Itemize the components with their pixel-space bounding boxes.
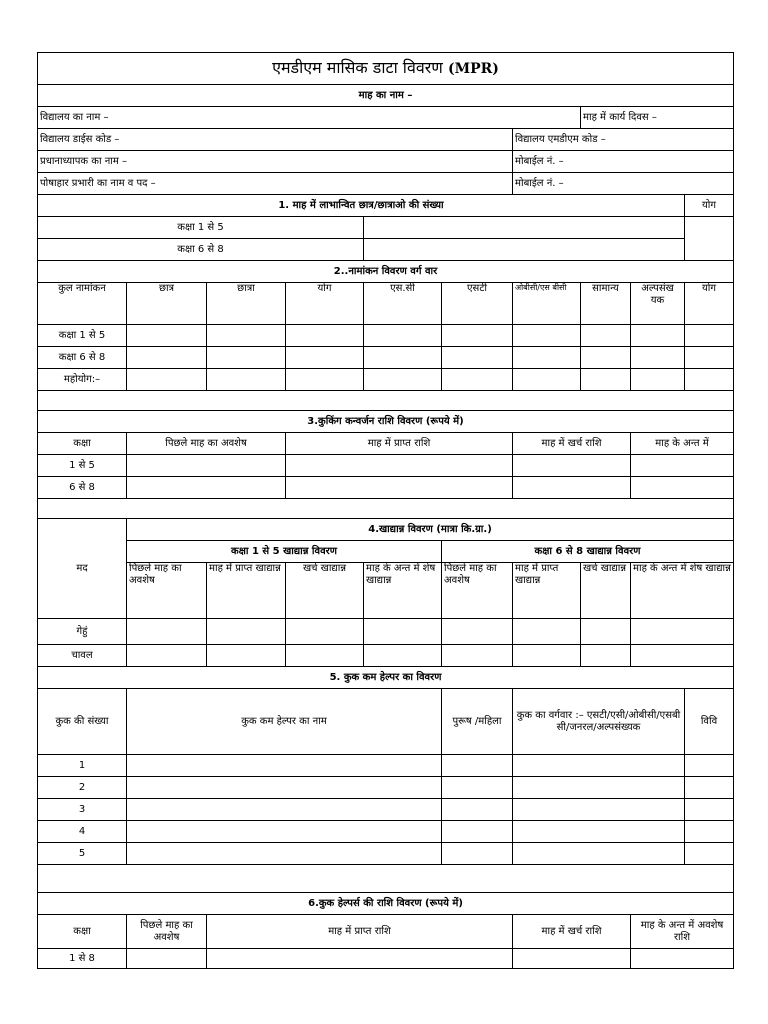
sec2-cell[interactable] xyxy=(685,325,734,347)
sec2-cell[interactable] xyxy=(631,347,685,369)
sec4-cell[interactable] xyxy=(286,619,364,645)
sec4-cell[interactable] xyxy=(207,619,286,645)
sec4-cell[interactable] xyxy=(631,645,734,667)
sec3-row-label: 6 से 8 xyxy=(38,477,127,499)
sec5-cell[interactable] xyxy=(127,777,442,799)
sec5-cell[interactable] xyxy=(442,799,513,821)
school-name-field[interactable]: विद्यालय का नाम – xyxy=(38,107,581,129)
sec2-cell[interactable] xyxy=(364,325,442,347)
sec2-cell[interactable] xyxy=(127,347,207,369)
working-days-field[interactable]: माह में कार्य दिवस – xyxy=(581,107,734,129)
sec5-cell[interactable] xyxy=(127,821,442,843)
sec4-subheader: खर्च खाद्यान्न xyxy=(286,563,364,619)
form-title xyxy=(38,53,734,85)
sec3-cell[interactable] xyxy=(286,455,513,477)
sec2-header: एस.सी xyxy=(364,283,442,325)
sec2-cell[interactable] xyxy=(513,325,581,347)
sec5-header: कुक की संख्या xyxy=(38,689,127,755)
sec1-heading: 1. माह में लाभान्वित छात्र/छात्राओ की संख्या xyxy=(38,195,685,217)
sec2-header: अल्पसंख यक xyxy=(631,283,685,325)
sec2-cell[interactable] xyxy=(631,325,685,347)
sec6-cell[interactable] xyxy=(631,949,734,969)
sec3-cell[interactable] xyxy=(631,477,734,499)
sec2-cell[interactable] xyxy=(207,347,286,369)
sec5-row-number: 1 xyxy=(38,755,127,777)
sec3-header: पिछले माह का अवशेष xyxy=(127,433,286,455)
spacer-row xyxy=(38,499,734,519)
headmaster-name-field[interactable]: प्रधानाध्यापक का नाम – xyxy=(38,151,513,173)
sec5-row-number: 4 xyxy=(38,821,127,843)
sec4-group1-header: कक्षा 1 से 5 खाद्यान्न विवरण xyxy=(127,541,442,563)
sec5-row-number: 3 xyxy=(38,799,127,821)
sec4-row-label: चावल xyxy=(38,645,127,667)
sec3-header: माह में प्राप्त राशि xyxy=(286,433,513,455)
sec2-cell[interactable] xyxy=(581,325,631,347)
sec3-header: कक्षा xyxy=(38,433,127,455)
sec5-header: कुक का वर्गवार :– एसटी/एसी/ओबीसी/एसबी सी/जनरल/अल्पसंख्यक xyxy=(513,689,685,755)
dise-code-field[interactable]: विद्यालय डाईस कोड – xyxy=(38,129,513,151)
sec6-header: कक्षा xyxy=(38,915,127,949)
sec5-cell[interactable] xyxy=(513,821,685,843)
sec2-cell[interactable] xyxy=(286,369,364,391)
sec2-header: कुल नामांकन xyxy=(38,283,127,325)
sec4-cell[interactable] xyxy=(127,645,207,667)
sec4-cell[interactable] xyxy=(513,645,581,667)
sec6-header: माह में खर्च राशि xyxy=(513,915,631,949)
sec2-header: छात्र xyxy=(127,283,207,325)
sec4-cell[interactable] xyxy=(127,619,207,645)
sec2-cell[interactable] xyxy=(127,369,207,391)
sec2-header: सामान्य xyxy=(581,283,631,325)
sec5-cell[interactable] xyxy=(127,843,442,865)
sec5-cell[interactable] xyxy=(127,755,442,777)
sec1-cell[interactable] xyxy=(364,239,685,261)
sec2-row-label: महोयोग:– xyxy=(38,369,127,391)
sec3-cell[interactable] xyxy=(513,477,631,499)
mpr-form xyxy=(37,52,734,969)
sec6-cell[interactable] xyxy=(207,949,513,969)
spacer-row xyxy=(38,865,734,893)
sec2-cell[interactable] xyxy=(631,369,685,391)
sec6-cell[interactable] xyxy=(127,949,207,969)
sec2-header: योग xyxy=(286,283,364,325)
sec5-cell[interactable] xyxy=(685,821,734,843)
sec2-header: योग xyxy=(685,283,734,325)
sec4-subheader: माह में प्राप्त खाद्यान्न xyxy=(513,563,581,619)
sec4-subheader: माह के अन्त में शेष खाद्यान्न xyxy=(364,563,442,619)
sec4-row-label: गेहुं xyxy=(38,619,127,645)
sec2-cell[interactable] xyxy=(442,347,513,369)
sec5-cell[interactable] xyxy=(127,799,442,821)
sec6-heading: 6.कुक हेल्पर्स की राशि विवरण (रूपये में) xyxy=(38,893,734,915)
sec5-cell[interactable] xyxy=(442,843,513,865)
sec5-cell[interactable] xyxy=(442,777,513,799)
spacer-row xyxy=(38,391,734,411)
sec4-subheader: खर्च खाद्यान्न xyxy=(581,563,631,619)
sec6-row-label: 1 से 8 xyxy=(38,949,127,969)
sec2-cell[interactable] xyxy=(581,369,631,391)
sec2-cell[interactable] xyxy=(286,325,364,347)
sec5-row-number: 2 xyxy=(38,777,127,799)
incharge-mobile-field[interactable]: मोबाईल नं. – xyxy=(513,173,734,195)
sec4-cell[interactable] xyxy=(581,645,631,667)
sec5-header: कुक कम हेल्पर का नाम xyxy=(127,689,442,755)
sec3-cell[interactable] xyxy=(127,477,286,499)
sec2-cell[interactable] xyxy=(442,325,513,347)
month-name-field[interactable]: माह का नाम – xyxy=(38,85,734,107)
headmaster-mobile-field[interactable]: मोबाईल नं. – xyxy=(513,151,734,173)
sec4-cell[interactable] xyxy=(207,645,286,667)
mdm-code-field[interactable]: विद्यालय एमडीएम कोड – xyxy=(513,129,734,151)
sec2-cell[interactable] xyxy=(581,347,631,369)
sec4-cell[interactable] xyxy=(364,619,442,645)
sec2-cell[interactable] xyxy=(286,347,364,369)
sec1-total-header: योग xyxy=(685,195,734,217)
sec1-row-label: कक्षा 6 से 8 xyxy=(38,239,364,261)
sec3-cell[interactable] xyxy=(513,455,631,477)
sec3-cell[interactable] xyxy=(127,455,286,477)
sec4-item-header: मद xyxy=(38,519,127,619)
sec5-row-number: 5 xyxy=(38,843,127,865)
sec3-heading: 3.कुकिंग कन्वर्जन राशि विवरण (रूपये में) xyxy=(38,411,734,433)
sec2-cell[interactable] xyxy=(685,347,734,369)
sec5-cell[interactable] xyxy=(513,843,685,865)
sec3-cell[interactable] xyxy=(286,477,513,499)
sec2-cell[interactable] xyxy=(364,347,442,369)
sec4-cell[interactable] xyxy=(364,645,442,667)
sec3-header: माह के अन्त में xyxy=(631,433,734,455)
sec2-cell[interactable] xyxy=(127,325,207,347)
sec5-cell[interactable] xyxy=(513,777,685,799)
sec5-cell[interactable] xyxy=(442,755,513,777)
sec4-subheader: पिछले माह का अवशेष xyxy=(442,563,513,619)
sec5-header: विवि xyxy=(685,689,734,755)
poshahar-incharge-field[interactable]: पोषाहार प्रभारी का नाम व पद – xyxy=(38,173,513,195)
sec6-cell[interactable] xyxy=(513,949,631,969)
sec2-heading: 2..नामांकन विवरण वर्ग वार xyxy=(38,261,734,283)
sec2-cell[interactable] xyxy=(207,325,286,347)
sec1-total-cell[interactable] xyxy=(685,217,734,261)
sec3-cell[interactable] xyxy=(631,455,734,477)
sec2-cell[interactable] xyxy=(685,369,734,391)
sec2-cell[interactable] xyxy=(442,369,513,391)
sec4-subheader: माह के अन्त में शेष खाद्यान्न xyxy=(631,563,734,619)
sec2-cell[interactable] xyxy=(513,369,581,391)
sec2-cell[interactable] xyxy=(207,369,286,391)
title-abbr: (MPR) xyxy=(447,61,499,78)
title-hindi: एमडीएम मासिक डाटा विवरण xyxy=(272,58,443,78)
sec4-cell[interactable] xyxy=(581,619,631,645)
sec2-header: एसटी xyxy=(442,283,513,325)
sec2-header: ओबीसी/एस बीसी xyxy=(513,283,581,325)
sec2-row-label: कक्षा 1 से 5 xyxy=(38,325,127,347)
sec1-cell[interactable] xyxy=(364,217,685,239)
sec5-cell[interactable] xyxy=(442,821,513,843)
sec4-heading: 4.खाद्यान्न विवरण (मात्रा कि.ग्रा.) xyxy=(127,519,734,541)
sec4-cell[interactable] xyxy=(631,619,734,645)
sec2-cell[interactable] xyxy=(513,347,581,369)
sec6-header: पिछले माह का अवशेष xyxy=(127,915,207,949)
sec1-row-label: कक्षा 1 से 5 xyxy=(38,217,364,239)
sec5-cell[interactable] xyxy=(685,777,734,799)
sec5-cell[interactable] xyxy=(685,843,734,865)
sec4-cell[interactable] xyxy=(442,619,513,645)
sec5-cell[interactable] xyxy=(513,755,685,777)
sec4-subheader: माह में प्राप्त खाद्यान्न xyxy=(207,563,286,619)
sec2-header: छात्रा xyxy=(207,283,286,325)
sec4-cell[interactable] xyxy=(513,619,581,645)
sec4-cell[interactable] xyxy=(286,645,364,667)
sec3-row-label: 1 से 5 xyxy=(38,455,127,477)
sec4-cell[interactable] xyxy=(442,645,513,667)
sec2-row-label: कक्षा 6 से 8 xyxy=(38,347,127,369)
sec3-header: माह में खर्च राशि xyxy=(513,433,631,455)
sec4-group2-header: कक्षा 6 से 8 खाद्यान्न विवरण xyxy=(442,541,734,563)
sec2-cell[interactable] xyxy=(364,369,442,391)
sec5-header: पुरूष /महिला xyxy=(442,689,513,755)
sec6-header: माह के अन्त में अवशेष राशि xyxy=(631,915,734,949)
sec5-heading: 5. कुक कम हेल्पर का विवरण xyxy=(38,667,734,689)
sec6-header: माह में प्राप्त राशि xyxy=(207,915,513,949)
sec4-subheader: पिछले माह का अवशेष xyxy=(127,563,207,619)
sec5-cell[interactable] xyxy=(685,799,734,821)
sec5-cell[interactable] xyxy=(685,755,734,777)
sec5-cell[interactable] xyxy=(513,799,685,821)
